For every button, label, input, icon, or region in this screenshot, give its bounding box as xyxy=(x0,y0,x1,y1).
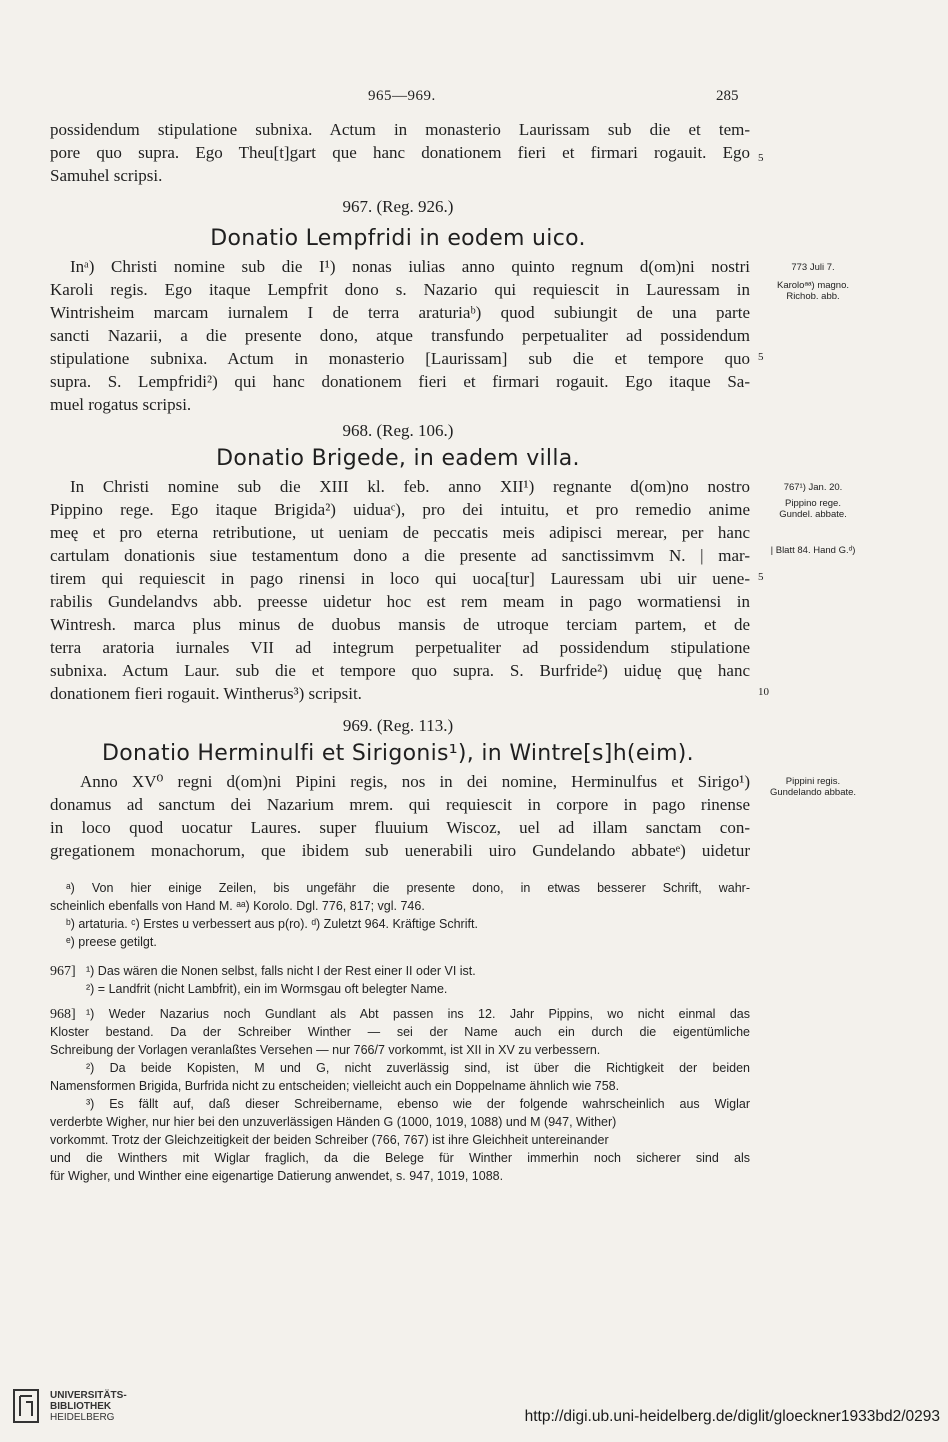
text-line: stipulatione subnixa. Actum in monasterio [Laurissam] sub die et tempore quo xyxy=(50,349,750,368)
text-line: possidendum stipulatione subnixa. Actum in monasterio Laurissam sub die et tem- xyxy=(50,120,750,139)
section-969 xyxy=(50,770,750,862)
footnotes-968 xyxy=(50,1005,750,1185)
apparatus-note: scheinlich ebenfalls von Hand M. ᵃᵃ) Korolo. Dgl. 776, 817; vgl. 746. xyxy=(50,899,425,913)
footnote-line: Schreibung der Vorlagen veranlaßtes Versehen — nur 766/7 vorkommt, ist XII in XV zu verbessern. xyxy=(50,1043,601,1057)
margin-note-968: Pippino rege. Gundel. abbate. xyxy=(779,498,847,520)
charter-title-969: Donatio Herminulfi et Sirigonis¹), in Wintre[s]h(eim). xyxy=(102,741,694,766)
text-line: in loco quod uocatur Laures. super fluuium Wiscoz, uel ad illam sanctam con- xyxy=(50,818,750,837)
footnote-line: Kloster bestand. Da der Schreiber Winther — sei der Name auch ein durch die eigentümliche xyxy=(50,1025,750,1039)
text-line: sancti Nazarii, a die presente dono, atque transfundo perpetualiter ad possidendum xyxy=(50,326,750,345)
apparatus-note: ᵉ) preese getilgt. xyxy=(66,935,157,949)
running-head xyxy=(0,88,948,108)
footnote-line: ³) Es fällt auf, daß dieser Schreibername, ebenso wie der folgende wahrscheinlich aus Wiglar xyxy=(86,1097,750,1111)
text-line: gregationem monachorum, que ibidem sub uenerabili uiro Gundelando abbateᵉ) uidetur xyxy=(50,841,750,860)
library-emblem-icon xyxy=(12,1388,40,1424)
text-line: Wintresh. marca plus minus de duobus mansis de utroque terciam partem, et de xyxy=(50,615,750,634)
logo-line: BIBLIOTHEK xyxy=(50,1401,112,1412)
margin-date-967: 773 Juli 7. xyxy=(791,262,835,273)
charter-number-967: 967. (Reg. 926.) xyxy=(342,197,454,216)
logo-line: HEIDELBERG xyxy=(50,1412,115,1423)
text-line: In Christi nomine sub die XIII kl. feb. anno XII¹) regnante d(om)no nostro xyxy=(70,477,750,496)
text-line: tirem qui requiescit in pago rinensi in loco qui uoca[tur] Lauressam ubi uir uene- xyxy=(50,569,750,588)
text-line: muel rogatus scripsi. xyxy=(50,395,192,414)
footnote-label: 968] xyxy=(50,1007,76,1022)
charter-title-968: Donatio Brigede, in eadem villa. xyxy=(216,446,580,471)
footnote-line: und die Winthers mit Wiglar fraglich, da die Belege für Winther immerhin noch sicherer sind als xyxy=(50,1151,750,1165)
section-966-end xyxy=(50,118,750,187)
text-line: Samuhel scripsi. xyxy=(50,166,163,185)
text-line: terra aratoria iurnales VII ad integrum perpetualiter ad possidendum stipulatione xyxy=(50,638,750,657)
margin-date-968: 767¹) Jan. 20. xyxy=(783,482,843,493)
line-number: 10 xyxy=(758,686,769,698)
running-head-range: 965—969. xyxy=(368,88,436,104)
footnote-line: vorkommt. Trotz der Gleichzeitigkeit der beiden Schreiber (766, 767) ist ihre Gleichheit untereinander xyxy=(50,1133,609,1147)
footnote-line: ²) Da beide Kopisten, M und G, nicht zuverlässig sind, ist über die Richtigkeit der beiden xyxy=(86,1061,750,1075)
footnote-line: ²) = Landfrit (nicht Lambfrit), ein im Wormsgau oft belegter Name. xyxy=(86,982,448,996)
footnotes-967 xyxy=(50,962,750,998)
footnote-line: ¹) Weder Nazarius noch Gundlant als Abt passen ins 12. Jahr Pippins, wo nicht einmal das xyxy=(86,1007,750,1021)
text-line: Karoli regis. Ego itaque Lempfrit dono s. Nazario qui requiescit in Lauressam in xyxy=(50,280,750,299)
text-line: donationem fieri rogauit. Wintherus³) scripsit. xyxy=(50,684,362,703)
line-number: 5 xyxy=(758,351,764,363)
charter-title-967: Donatio Lempfridi in eodem uico. xyxy=(210,226,586,251)
library-logo xyxy=(10,1384,150,1428)
apparatus-note: ᵃ) Von hier einige Zeilen, bis ungefähr die presente dono, in etwas besserer Schrift, wahr- xyxy=(66,881,750,895)
line-number: 5 xyxy=(758,571,764,583)
text-line: rabilis Gundelandvs abb. preesse uidetur hoc est rem meam in pago wormatiensi in xyxy=(50,592,750,611)
source-url-link[interactable]: http://digi.ub.uni-heidelberg.de/diglit/gloeckner1933bd2/0293 xyxy=(524,1408,940,1425)
margin-note-969: Pippini regis. Gundelando abbate. xyxy=(769,776,857,798)
apparatus-note: ᵇ) artaturia. ᶜ) Erstes u verbessert aus p(ro). ᵈ) Zuletzt 964. Kräftige Schrift. xyxy=(66,917,478,931)
page-number: 285 xyxy=(716,88,739,104)
line-number: 5 xyxy=(758,152,764,164)
section-967 xyxy=(50,255,750,416)
charter-number-968: 968. (Reg. 106.) xyxy=(342,421,454,440)
text-line: Pippino rege. Ego itaque Brigida²) uiduaᶜ), pro dei intuitu, et pro remedio anime xyxy=(50,500,750,519)
text-line: meę et pro eterna retributione, ut ueniam de peccatis meis adipisci merear, per hanc xyxy=(50,523,750,542)
footnote-line: verderbte Wigher, nur hier bei den unzuverlässigen Händen G (1000, 1019, 1088) und M (947, Wither) xyxy=(50,1115,617,1129)
text-line: subnixa. Actum Laur. sub die et tempore quo supra. S. Burfride²) uiduę quę hanc xyxy=(50,661,750,680)
margin-note-967: Karoloᵃᵃ) magno. Richob. abb. xyxy=(776,280,850,302)
charter-number-969: 969. (Reg. 113.) xyxy=(342,716,454,735)
section-968 xyxy=(50,475,750,705)
text-line: donamus ad sanctum dei Nazarium mrem. qui requiescit in corpore in pago rinense xyxy=(50,795,750,814)
text-line: Anno XV⁰ regni d(om)ni Pipini regis, nos in dei nomine, Herminulfus et Sirigo¹) xyxy=(80,772,750,791)
text-line: supra. S. Lempfridi²) qui hanc donationem fieri et firmari rogauit. Ego itaque Sa- xyxy=(50,372,750,391)
footnote-line: Namensformen Brigida, Burfrida nicht zu entscheiden; vielleicht auch ein Doppelname ähnlich wie 758. xyxy=(50,1079,620,1093)
text-line: Inᵃ) Christi nomine sub die I¹) nonas iulias anno quinto regnum d(om)ni nostri xyxy=(70,257,750,276)
footnote-line: ¹) Das wären die Nonen selbst, falls nicht I der Rest einer II oder VI ist. xyxy=(86,964,476,978)
text-line: pore quo supra. Ego Theu[t]gart que hanc donationem fieri et firmari rogauit. Ego xyxy=(50,143,750,162)
critical-apparatus xyxy=(50,879,750,951)
text-line: cartulam donationis siue testamentum dono a die presente ad sanctissimvm N. | mar- xyxy=(50,546,750,565)
logo-line: UNIVERSITÄTS- xyxy=(50,1390,127,1401)
margin-hand-968: | Blatt 84. Hand G.ᵈ) xyxy=(770,545,856,556)
footnote-label: 967] xyxy=(50,964,76,979)
text-line: Wintrisheim marcam iurnalem I de terra araturiaᵇ) quod subiungit de una parte xyxy=(50,303,750,322)
footnote-line: für Wigher, und Winther eine eigenartige Datierung anwendet, s. 947, 1019, 1088. xyxy=(50,1169,504,1183)
